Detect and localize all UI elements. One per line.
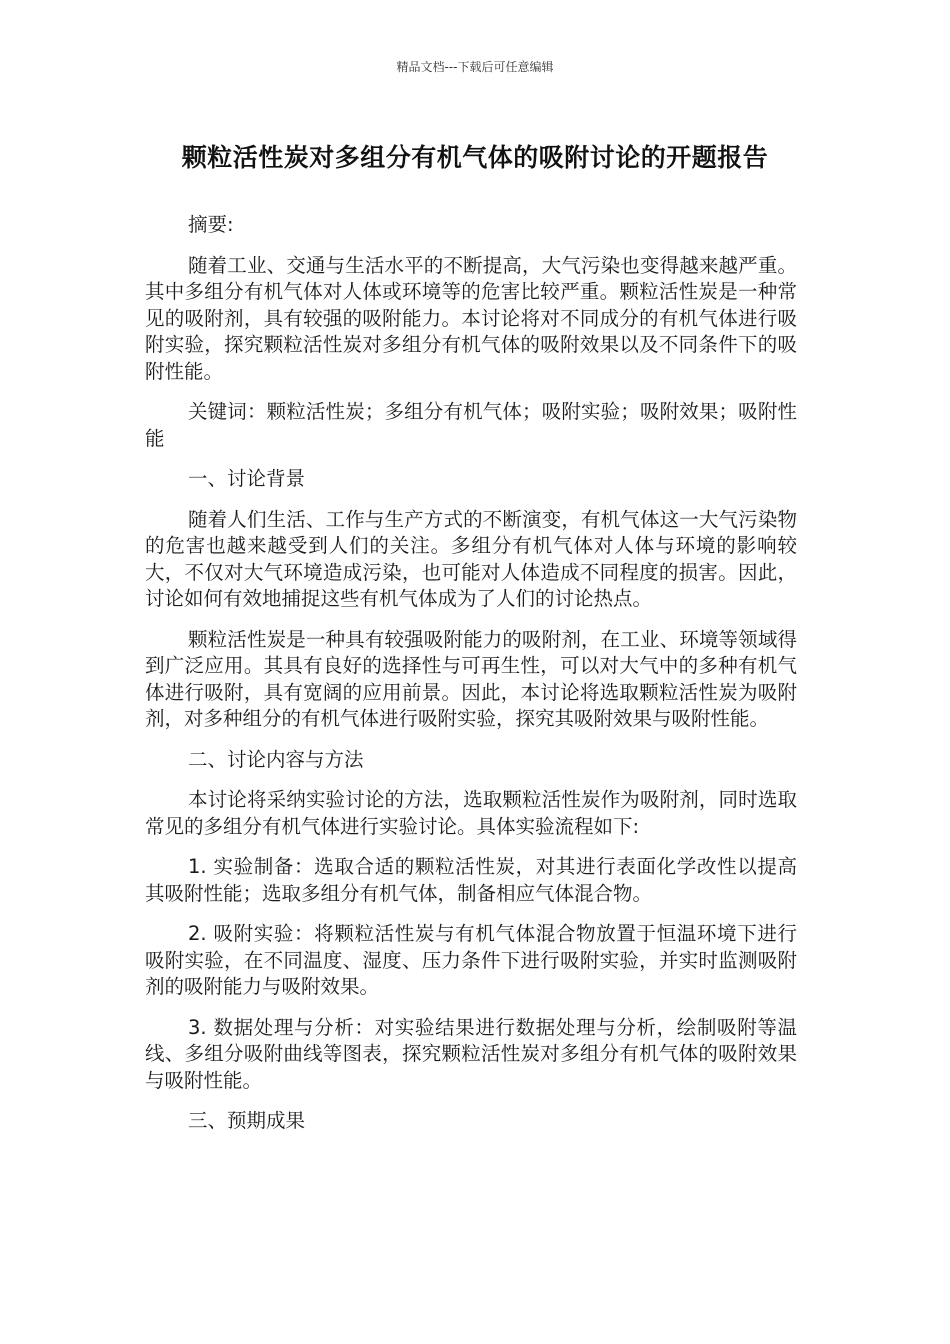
methods-step: 1. 实验制备：选取合适的颗粒活性炭，对其进行表面化学改性以提高其吸附性能；选取多组分有机气体，制备相应气体混合物。	[145, 855, 797, 905]
methods-step: 3. 数据处理与分析：对实验结果进行数据处理与分析，绘制吸附等温线、多组分吸附曲线等图表，探究颗粒活性炭对多组分有机气体的吸附效果与吸附性能。	[145, 1015, 797, 1092]
section-heading-background: 一、讨论背景	[188, 467, 306, 490]
keywords: 关键词：颗粒活性炭；多组分有机气体；吸附实验；吸附效果；吸附性能	[145, 400, 797, 450]
document-body	[145, 212, 797, 1149]
section-heading-outcomes: 三、预期成果	[188, 1109, 306, 1132]
section-heading-methods: 二、讨论内容与方法	[188, 747, 364, 771]
background-paragraph: 颗粒活性炭是一种具有较强吸附能力的吸附剂，在工业、环境等领域得到广泛应用。其具有良好的选择性与可再生性，可以对大气中的多种有机气体进行吸附，具有宽阔的应用前景。因此，本讨论将选取颗粒活性炭为吸附剂，对多种组分的有机气体进行吸附实验，探究其吸附效果与吸附性能。	[145, 627, 797, 730]
document-title: 颗粒活性炭对多组分有机气体的吸附讨论的开题报告	[181, 143, 769, 172]
background-paragraph: 随着人们生活、工作与生产方式的不断演变，有机气体这一大气污染物的危害也越来越受到人们的关注。多组分有机气体对人体与环境的影响较大，不仅对大气环境造成污染，也可能对人体造成不同程度的损害。因此，讨论如何有效地捕捉这些有机气体成为了人们的讨论热点。	[145, 507, 797, 610]
header-note: 精品文档---下载后可任意编辑	[396, 60, 554, 74]
abstract-text: 随着工业、交通与生活水平的不断提高，大气污染也变得越来越严重。其中多组分有机气体对人体或环境等的危害比较严重。颗粒活性炭是一种常见的吸附剂，具有较强的吸附能力。本讨论将对不同成分的有机气体进行吸附实验，探究颗粒活性炭对多组分有机气体的吸附效果以及不同条件下的吸附性能。	[145, 253, 797, 383]
methods-step: 2. 吸附实验：将颗粒活性炭与有机气体混合物放置于恒温环境下进行吸附实验，在不同温度、湿度、压力条件下进行吸附实验，并实时监测吸附剂的吸附能力与吸附效果。	[145, 922, 797, 998]
abstract-label: 摘要:	[188, 213, 234, 236]
methods-intro: 本讨论将采纳实验讨论的方法，选取颗粒活性炭作为吸附剂，同时选取常见的多组分有机气体进行实验讨论。具体实验流程如下:	[145, 788, 797, 838]
